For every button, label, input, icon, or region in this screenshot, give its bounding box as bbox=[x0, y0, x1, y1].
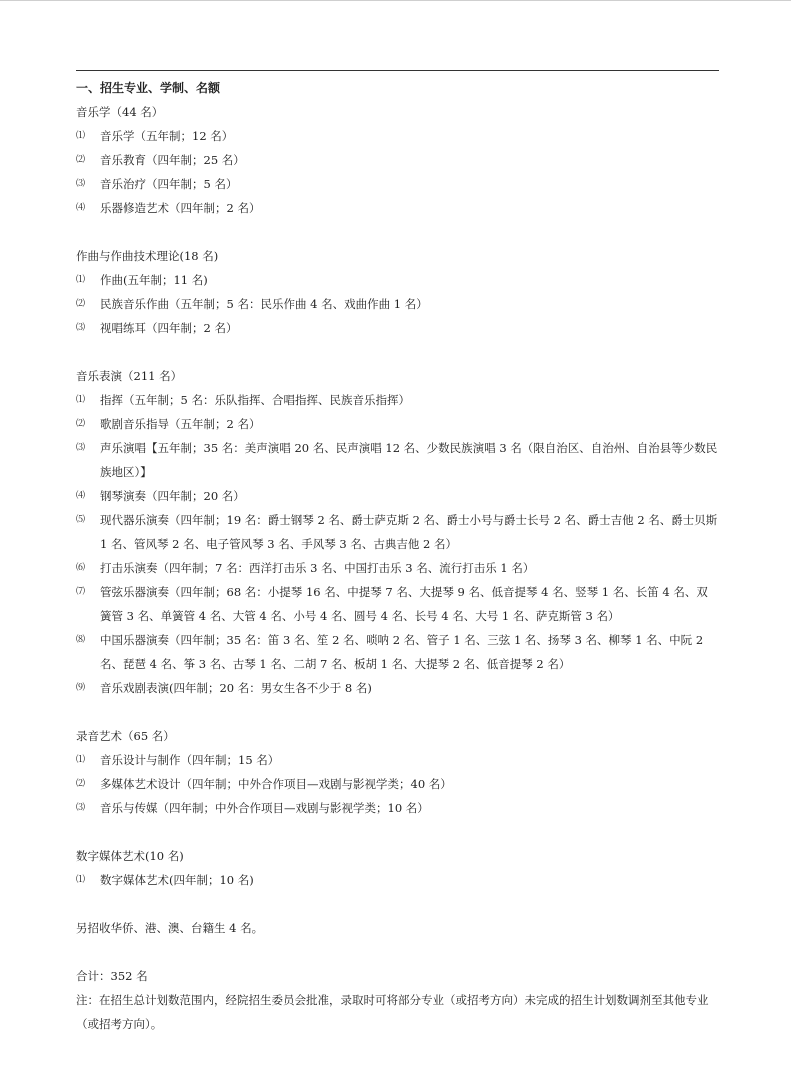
item-text: 数字媒体艺术(四年制；10 名) bbox=[100, 873, 254, 887]
item-text: 钢琴演奏（四年制；20 名） bbox=[100, 489, 245, 503]
list-item bbox=[76, 196, 719, 220]
item-number: ⑸ bbox=[76, 515, 86, 525]
item-number: ⑹ bbox=[76, 563, 86, 573]
list-item bbox=[76, 748, 719, 772]
list-item bbox=[76, 676, 719, 700]
item-text: 指挥（五年制；5 名：乐队指挥、合唱指挥、民族音乐指挥） bbox=[100, 393, 410, 407]
item-number: ⑵ bbox=[76, 419, 86, 429]
item-number: ⑵ bbox=[76, 779, 86, 789]
category-title-digital-media: 数字媒体艺术(10 名) bbox=[76, 849, 184, 863]
spacer bbox=[76, 820, 719, 844]
list-item bbox=[76, 868, 719, 892]
header-rule bbox=[76, 70, 719, 71]
category-title-composition: 作曲与作曲技术理论(18 名) bbox=[76, 249, 219, 263]
footnote-text: 注：在招生总计划数范围内，经院招生委员会批准，录取时可将部分专业（或招考方向）未完成的招生计划数调剂至其他专业（或招考方向）。 bbox=[76, 993, 709, 1031]
item-text: 打击乐演奏（四年制；7 名：西洋打击乐 3 名、中国打击乐 3 名、流行打击乐 1 名） bbox=[100, 561, 535, 575]
item-number: ⑴ bbox=[76, 875, 86, 885]
item-text: 音乐与传媒（四年制；中外合作项目—戏剧与影视学类；10 名） bbox=[100, 801, 429, 815]
item-text: 现代器乐演奏（四年制；19 名：爵士钢琴 2 名、爵士萨克斯 2 名、爵士小号与爵士长号 2 名、爵士吉他 2 名、爵士贝斯 1 名、管风琴 2 名、电子管风琴 3 名、手风琴 3 名、古典吉他 2 名） bbox=[100, 513, 718, 551]
list-item bbox=[76, 484, 719, 508]
item-text: 音乐治疗（四年制；5 名） bbox=[100, 177, 238, 191]
item-number: ⑶ bbox=[76, 179, 86, 189]
list-item bbox=[76, 628, 719, 676]
extra-enrollment-note: 另招收华侨、港、澳、台籍生 4 名。 bbox=[76, 921, 264, 935]
item-number: ⑴ bbox=[76, 275, 86, 285]
category-title-recording: 录音艺术（65 名） bbox=[76, 729, 175, 743]
item-text: 音乐戏剧表演(四年制；20 名：男女生各不少于 8 名) bbox=[100, 681, 372, 695]
spacer bbox=[76, 220, 719, 244]
item-text: 乐器修造艺术（四年制；2 名） bbox=[100, 201, 261, 215]
list-item bbox=[76, 388, 719, 412]
list-item bbox=[76, 124, 719, 148]
item-number: ⑻ bbox=[76, 635, 86, 645]
category-title-performance: 音乐表演（211 名） bbox=[76, 369, 183, 383]
item-text: 多媒体艺术设计（四年制；中外合作项目—戏剧与影视学类；40 名） bbox=[100, 777, 452, 791]
list-item bbox=[76, 556, 719, 580]
list-item bbox=[76, 292, 719, 316]
category-title-musicology: 音乐学（44 名） bbox=[76, 105, 164, 119]
list-item bbox=[76, 172, 719, 196]
item-text: 视唱练耳（四年制；2 名） bbox=[100, 321, 238, 335]
item-number: ⑶ bbox=[76, 803, 86, 813]
item-text: 民族音乐作曲（五年制；5 名：民乐作曲 4 名、戏曲作曲 1 名） bbox=[100, 297, 428, 311]
item-number: ⑴ bbox=[76, 755, 86, 765]
list-item bbox=[76, 796, 719, 820]
item-text: 音乐教育（四年制；25 名） bbox=[100, 153, 245, 167]
item-number: ⑵ bbox=[76, 155, 86, 165]
item-number: ⑺ bbox=[76, 587, 86, 597]
list-item bbox=[76, 148, 719, 172]
item-number: ⑷ bbox=[76, 491, 86, 501]
item-number: ⑵ bbox=[76, 299, 86, 309]
spacer bbox=[76, 940, 719, 964]
list-item bbox=[76, 436, 719, 484]
item-text: 音乐设计与制作（四年制；15 名） bbox=[100, 753, 280, 767]
item-number: ⑴ bbox=[76, 131, 86, 141]
spacer bbox=[76, 340, 719, 364]
footnote bbox=[76, 988, 719, 1036]
document-page bbox=[76, 70, 719, 1036]
item-text: 声乐演唱【五年制；35 名：美声演唱 20 名、民声演唱 12 名、少数民族演唱 3 名（限自治区、自治州、自治县等少数民族地区）】 bbox=[100, 441, 718, 479]
item-text: 音乐学（五年制；12 名） bbox=[100, 129, 234, 143]
item-text: 歌剧音乐指导（五年制；2 名） bbox=[100, 417, 261, 431]
list-item bbox=[76, 316, 719, 340]
list-item bbox=[76, 508, 719, 556]
top-border bbox=[0, 0, 791, 1]
item-text: 中国乐器演奏（四年制；35 名：笛 3 名、笙 2 名、唢呐 2 名、管子 1 名、三弦 1 名、扬琴 3 名、柳琴 1 名、中阮 2 名、琵琶 4 名、筝 3 名、古琴 1 名、二胡 7 名、板胡 1 名、大提琴 2 名、低音提琴 2 名） bbox=[100, 633, 704, 671]
list-item bbox=[76, 772, 719, 796]
spacer bbox=[76, 700, 719, 724]
item-text: 作曲(五年制；11 名) bbox=[100, 273, 208, 287]
item-number: ⑴ bbox=[76, 395, 86, 405]
item-text: 管弦乐器演奏（四年制；68 名：小提琴 16 名、中提琴 7 名、大提琴 9 名、低音提琴 4 名、竖琴 1 名、长笛 4 名、双簧管 3 名、单簧管 4 名、大管 4 名、小号 4 名、圆号 4 名、长号 4 名、大号 1 名、萨克斯管 3 名） bbox=[100, 585, 708, 623]
total-line: 合计：352 名 bbox=[76, 969, 148, 983]
item-number: ⑷ bbox=[76, 203, 86, 213]
item-number: ⑶ bbox=[76, 443, 86, 453]
list-item bbox=[76, 580, 719, 628]
list-item bbox=[76, 268, 719, 292]
spacer bbox=[76, 892, 719, 916]
section-heading: 一、招生专业、学制、名额 bbox=[76, 81, 221, 95]
item-number: ⑼ bbox=[76, 683, 86, 693]
list-item bbox=[76, 412, 719, 436]
item-number: ⑶ bbox=[76, 323, 86, 333]
